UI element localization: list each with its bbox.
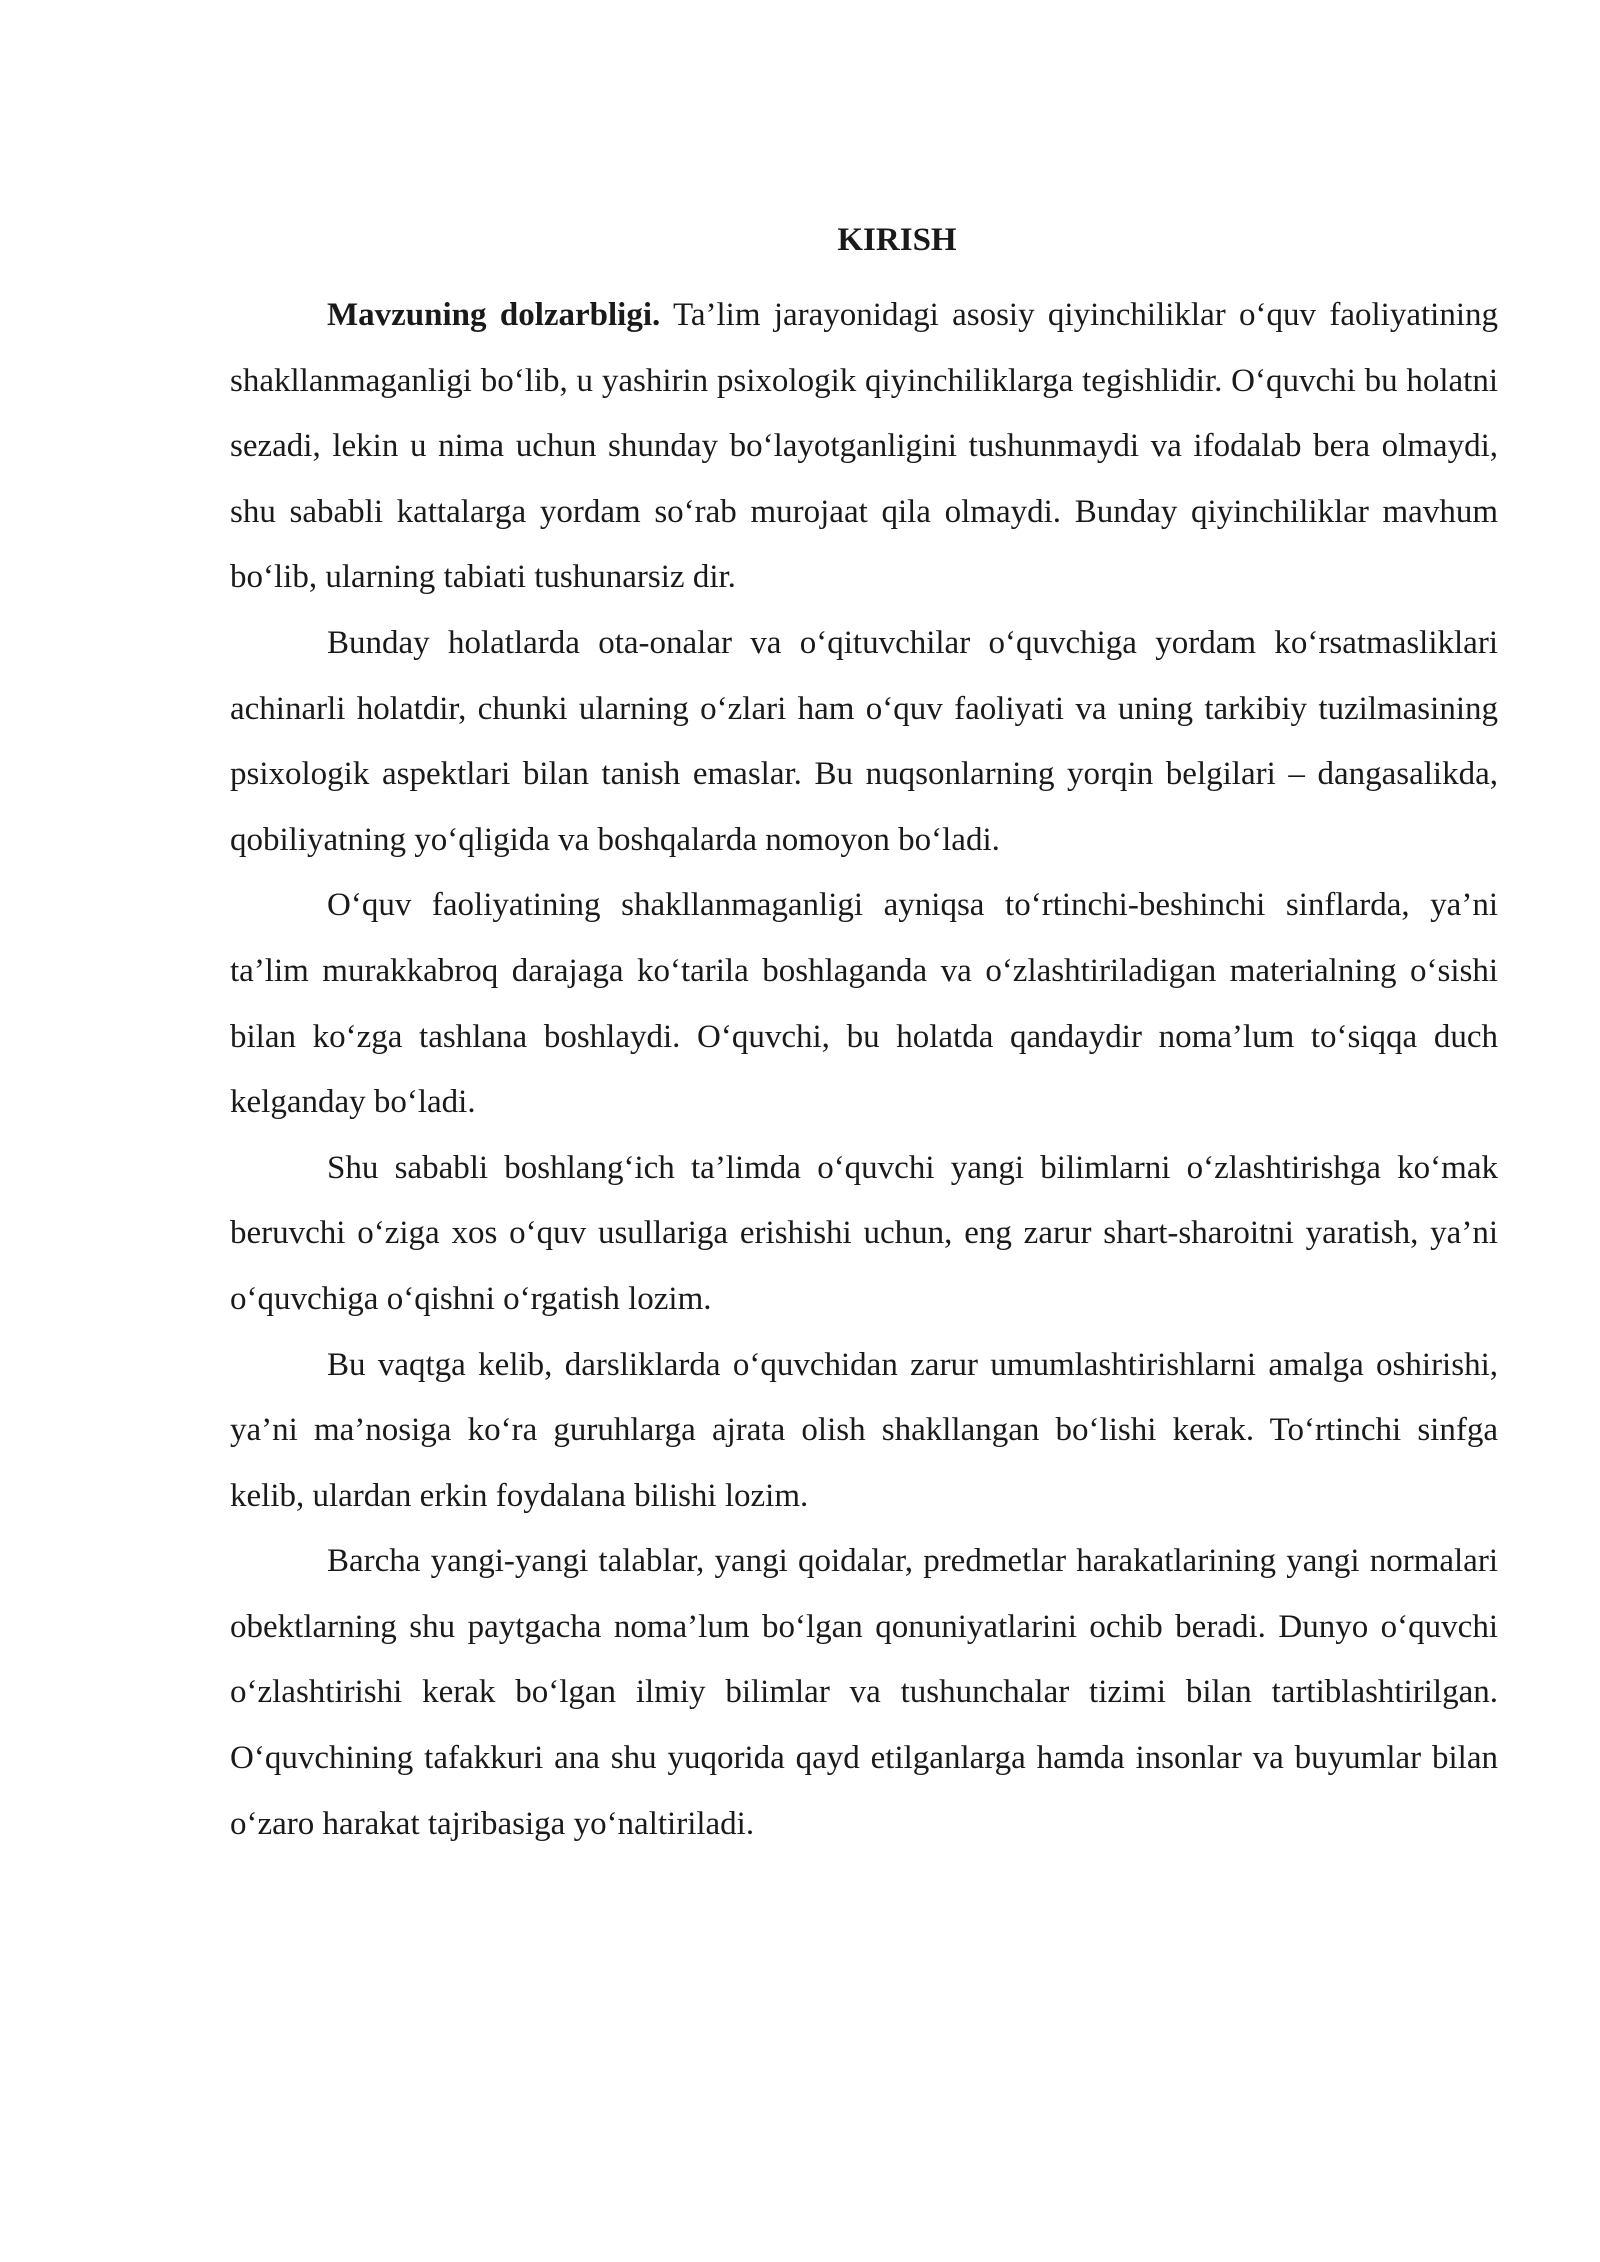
paragraph-text: Bu vaqtga kelib, darsliklarda o‘quvchidan zarur umumlashtirishlarni amalga oshirishi, ya’ni ma’nosiga ko‘ra guruhlarga ajrata olish shakllangan bo‘lishi kerak. To‘rtinchi sinfga kelib, ulardan erkin foydalana bilishi lozim.	[230, 1346, 1498, 1514]
paragraph-text: Bunday holatlarda ota-onalar va o‘qituvchilar o‘quvchiga yordam ko‘rsatmasliklari achinarli holatdir, chunki ularning o‘zlari ham o‘quv faoliyati va uning tarkibiy tuzilmasining psixologik aspektlari bilan tanish emaslar. Bu nuqsonlarning yorqin belgilari – dangasalikda, qobiliyatning yo‘qligida va boshqalarda nomoyon bo‘ladi.	[230, 624, 1498, 858]
paragraph-5	[230, 1333, 1498, 1530]
paragraph-3	[230, 873, 1498, 1135]
paragraph-text: O‘quv faoliyatining shakllanmaganligi ayniqsa to‘rtinchi-beshinchi sinflarda, ya’ni ta’lim murakkabroq darajaga ko‘tarila boshlaganda va o‘zlashtiriladigan materialning o‘sishi bilan ko‘zga tashlana boshlaydi. O‘quvchi, bu holatda qandaydir noma’lum to‘siqqa duch kelganday bo‘ladi.	[230, 887, 1498, 1121]
document-page	[230, 205, 1498, 1857]
paragraph-lead: Mavzuning dolzarbligi.	[327, 297, 661, 333]
paragraph-text: Ta’lim jarayonidagi asosiy qiyinchiliklar o‘quv faoliyatining shakllanmaganligi bo‘lib, u yashirin psixologik qiyinchiliklarga tegishlidir. O‘quvchi bu holatni sezadi, lekin u nima uchun shunday bo‘layotganligini tushunmaydi va ifodalab bera olmaydi, shu sababli kattalarga yordam so‘rab murojaat qila olmaydi. Bunday qiyinchiliklar mavhum bo‘lib, ularning tabiati tushunarsiz dir.	[230, 297, 1498, 596]
paragraph-6	[230, 1529, 1498, 1857]
paragraph-text: Shu sababli boshlang‘ich ta’limda o‘quvchi yangi bilimlarni o‘zlashtirishga ko‘mak beruvchi o‘ziga xos o‘quv usullariga erishishi uchun, eng zarur shart-sharoitni yaratish, ya’ni o‘quvchiga o‘qishni o‘rgatish lozim.	[230, 1149, 1498, 1317]
paragraph-text: Barcha yangi-yangi talablar, yangi qoidalar, predmetlar harakatlarining yangi normalari obektlarning shu paytgacha noma’lum bo‘lgan qonuniyatlarini ochib beradi. Dunyo o‘quvchi o‘zlashtirishi kerak bo‘lgan ilmiy bilimlar va tushunchalar tizimi bilan tartiblashtirilgan. O‘quvchining tafakkuri ana shu yuqorida qayd etilganlarga hamda insonlar va buyumlar bilan o‘zaro harakat tajribasiga yo‘naltiriladi.	[230, 1543, 1498, 1842]
paragraph-1	[230, 283, 1498, 611]
paragraph-2	[230, 611, 1498, 873]
paragraph-4	[230, 1136, 1498, 1333]
section-heading: KIRISH	[837, 222, 957, 258]
